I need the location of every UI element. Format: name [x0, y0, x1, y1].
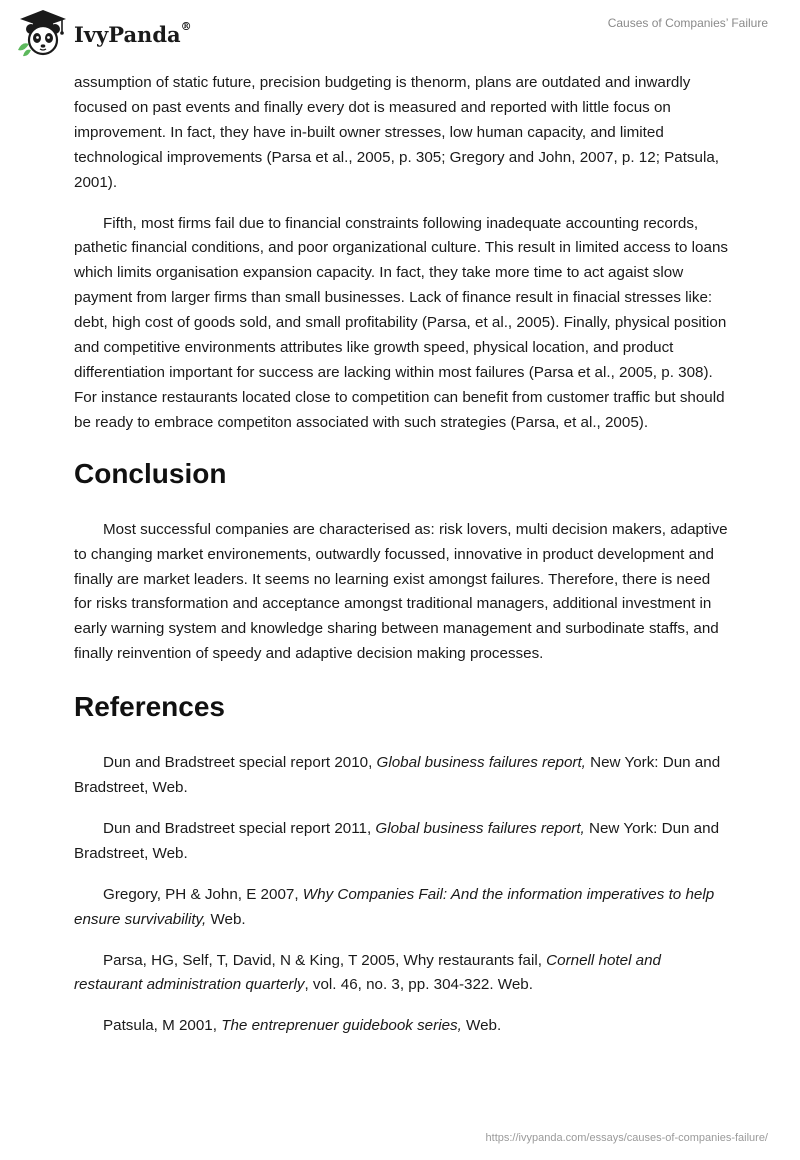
reference-title: The entreprenuer guidebook series,: [221, 1017, 462, 1035]
reference-text: Patsula, M 2001,: [103, 1017, 222, 1035]
reference-text: Gregory, PH & John, E 2007,: [103, 885, 303, 903]
reference-tail: New York: Dun and Bradstreet, Web.: [74, 754, 721, 797]
reference-item: [74, 817, 730, 867]
reference-title: Why Companies Fail: And the information imperatives to help ensure survivability,: [74, 885, 715, 928]
reference-text: Dun and Bradstreet special report 2010,: [103, 754, 377, 772]
reference-tail: , vol. 46, no. 3, pp. 304-322. Web.: [304, 976, 533, 994]
references-heading: References: [74, 691, 225, 723]
reference-title: Global business failures report,: [376, 754, 586, 772]
brand-name: [74, 19, 192, 47]
reference-item: [74, 883, 730, 933]
reference-text: Parsa, HG, Self, T, David, N & King, T 2005, Why restaurants fail,: [103, 951, 547, 969]
paragraph-fifth-cause: Fifth, most firms fail due to financial constraints following inadequate accounting records, pathetic financial conditions, and poor organizational culture. This result in limited access to loans which limits organisation expansion capacity. In fact, they take more time to act agaist slow payment from larger firms than small businesses. Lack of finance result in finacial stresses like: debt, high cost of goods sold, and small profitability (Parsa, et al., 2005). Finally, physical position and competitive environments attributes like growth speed, physical location, and product differentiation important for success are lacking within most failures (Parsa et al., 2005, p. 308). For instance restaurants located close to competition can benefit from customer traffic but should be ready to embrace competiton associated with such strategies (Parsa, et al., 2005).: [74, 214, 728, 431]
document-title: Causes of Companies’ Failure: [607, 16, 768, 30]
reference-tail: Web.: [206, 910, 246, 928]
ivypanda-logo[interactable]: [14, 8, 192, 58]
source-url-link[interactable]: https://ivypanda.com/essays/causes-of-companies-failure/: [485, 1132, 768, 1144]
conclusion-heading: Conclusion: [74, 457, 227, 489]
reference-title: Global business failures report,: [375, 819, 585, 837]
reference-item: [74, 1014, 730, 1039]
reference-title: Cornell hotel and restaurant administration quarterly: [74, 951, 661, 994]
page-header: [0, 0, 800, 62]
panda-graduate-icon: [14, 8, 72, 58]
reference-item: [74, 949, 730, 999]
paragraph-continuation: assumption of static future, precision budgeting is thenorm, plans are outdated and inwardly focused on past events and finally every dot is measured and reported with little focus on improvement. In fact, they have in-built owner stresses, low human capacity, and limited technological improvements (Parsa et al., 2005, p. 305; Gregory and John, 2007, p. 12; Patsula, 2001).: [74, 74, 720, 191]
reference-item: [74, 751, 730, 801]
conclusion-paragraph: Most successful companies are characterised as: risk lovers, multi decision makers, adaptive to changing market environements, outwardly focussed, innovative in product development and finally are market leaders. It seems no learning exist amongst failures. Therefore, there is need for risks transformation and acceptance amongst traditional managers, additional investment in early warning system and knowledge sharing between management and surbodinate staffs, and finally reinvention of speedy and adaptive decision making processes.: [74, 520, 728, 663]
brand-text: IvyPanda: [74, 21, 181, 47]
registered-mark: ®: [180, 19, 192, 33]
reference-tail: Web.: [461, 1017, 502, 1035]
reference-text: Dun and Bradstreet special report 2011,: [103, 819, 376, 837]
essay-content: [74, 71, 730, 1039]
references-list: [74, 751, 730, 1039]
reference-tail: New York: Dun and Bradstreet, Web.: [74, 819, 720, 862]
